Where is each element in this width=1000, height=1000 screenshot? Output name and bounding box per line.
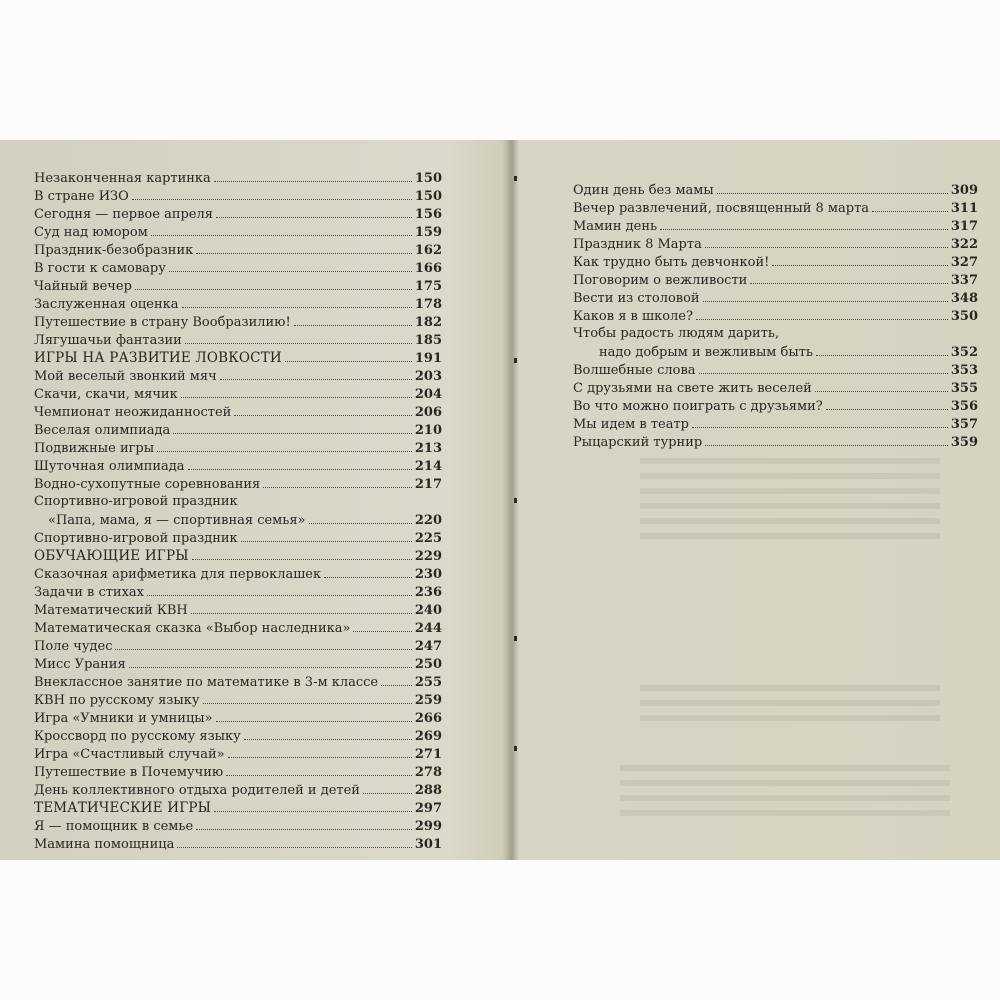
- toc-dot-leader: [815, 380, 948, 392]
- toc-dot-leader: [173, 422, 412, 434]
- toc-page-number: 288: [414, 783, 442, 798]
- toc-entry-title: Внеклассное занятие по математике в 3-м классе: [34, 675, 379, 690]
- toc-dot-leader: [129, 656, 412, 668]
- toc-dot-leader: [244, 728, 412, 740]
- toc-entry: [34, 440, 442, 456]
- toc-entry-title: Мисс Урания: [34, 657, 126, 672]
- toc-section-heading: ИГРЫ НА РАЗВИТИЕ ЛОВКОСТИ: [34, 350, 282, 366]
- toc-entry-row: [34, 350, 442, 366]
- toc-entry-title: С друзьями на свете жить веселей: [573, 381, 812, 396]
- toc-entry: [34, 278, 442, 294]
- toc-page-number: 156: [414, 207, 442, 222]
- toc-page-number: 210: [414, 423, 442, 438]
- toc-entry-row: [573, 362, 978, 378]
- toc-entry-title: Праздник-безобразник: [34, 243, 194, 258]
- toc-dot-leader: [181, 386, 412, 398]
- toc-entry: [34, 530, 442, 546]
- toc-entry-title: Волшебные слова: [573, 363, 696, 378]
- toc-dot-leader: [696, 308, 948, 320]
- toc-entry: [34, 548, 442, 564]
- toc-dot-leader: [182, 296, 412, 308]
- toc-entry-row: [573, 254, 978, 270]
- toc-entry: [34, 224, 442, 240]
- toc-page-number: 178: [414, 297, 442, 312]
- toc-entry: [573, 416, 978, 432]
- toc-entry: [573, 434, 978, 450]
- toc-dot-leader: [263, 476, 412, 488]
- toc-entry-title: Чайный вечер: [34, 279, 132, 294]
- toc-entry: [34, 764, 442, 780]
- toc-dot-leader: [220, 368, 412, 380]
- toc-page-number: 337: [950, 273, 978, 288]
- toc-page-number: 301: [414, 837, 442, 852]
- toc-entry-title: В гости к самовару: [34, 261, 166, 276]
- toc-entry: [34, 638, 442, 654]
- toc-page-number: 317: [950, 219, 978, 234]
- toc-dot-leader: [872, 200, 948, 212]
- toc-entry-row: [34, 260, 442, 276]
- toc-page-number: 355: [950, 381, 978, 396]
- toc-entry-title: Во что можно поиграть с друзьями?: [573, 399, 823, 414]
- toc-dot-leader: [196, 242, 412, 254]
- toc-page-number: 213: [414, 441, 442, 456]
- toc-entry-row: [34, 728, 442, 744]
- toc-entry-row: [34, 566, 442, 582]
- toc-page-number: 247: [414, 639, 442, 654]
- toc-entry-title: Спортивно-игровой праздник: [34, 531, 238, 546]
- toc-entry-row: [34, 332, 442, 348]
- toc-entry: [573, 290, 978, 306]
- toc-entry-row: [34, 170, 442, 186]
- toc-entry: [34, 674, 442, 690]
- toc-entry-title: Чемпионат неожиданностей: [34, 405, 232, 420]
- toc-entry-row: [34, 368, 442, 384]
- toc-entry: [34, 404, 442, 420]
- toc-entry-title: Один день без мамы: [573, 183, 714, 198]
- toc-entry-title: Математическая сказка «Выбор наследника»: [34, 621, 351, 636]
- toc-entry: [34, 584, 442, 600]
- toc-page-number: 266: [414, 711, 442, 726]
- toc-entry-row: [34, 314, 442, 330]
- toc-entry: [34, 170, 442, 186]
- toc-page-number: 240: [414, 603, 442, 618]
- toc-entry: [34, 476, 442, 492]
- toc-dot-leader: [324, 566, 412, 578]
- toc-entry-title: Рыцарский турнир: [573, 435, 703, 450]
- toc-entry-row: [34, 296, 442, 312]
- toc-entry: [34, 494, 442, 528]
- toc-entry-title: Водно-сухопутные соревнования: [34, 477, 261, 492]
- toc-entry-row: [34, 512, 442, 528]
- toc-entry-title: Шуточная олимпиада: [34, 459, 185, 474]
- toc-entry: [573, 182, 978, 198]
- toc-dot-leader: [285, 350, 412, 362]
- toc-entry-title: Поле чудес: [34, 639, 113, 654]
- toc-page-number: 150: [414, 171, 442, 186]
- toc-entry-row: [34, 656, 442, 672]
- toc-entry-row: [34, 800, 442, 816]
- toc-entry: [34, 602, 442, 618]
- toc-entry-row: [573, 200, 978, 216]
- toc-entry: [34, 206, 442, 222]
- toc-entry-title: Заслуженная оценка: [34, 297, 179, 312]
- toc-entry: [573, 254, 978, 270]
- toc-page-number: 352: [950, 345, 978, 360]
- toc-entry-title: Поговорим о вежливости: [573, 273, 748, 288]
- toc-entry-title: Праздник 8 Марта: [573, 237, 702, 252]
- toc-page-number: 356: [950, 399, 978, 414]
- toc-dot-leader: [234, 404, 412, 416]
- toc-page-number: 175: [414, 279, 442, 294]
- toc-dot-leader: [147, 584, 412, 596]
- toc-dot-leader: [135, 278, 412, 290]
- toc-page-number: 206: [414, 405, 442, 420]
- toc-entry-row: [34, 440, 442, 456]
- toc-page-number: 204: [414, 387, 442, 402]
- toc-dot-leader: [191, 602, 412, 614]
- toc-dot-leader: [214, 170, 412, 182]
- toc-entry-title: Сказочная арифметика для первоклашек: [34, 567, 322, 582]
- toc-dot-leader: [177, 836, 412, 848]
- toc-entry: [34, 314, 442, 330]
- toc-page-number: 255: [414, 675, 442, 690]
- toc-page-number: 166: [414, 261, 442, 276]
- toc-dot-leader: [188, 458, 412, 470]
- toc-entry-row: [34, 530, 442, 546]
- toc-page-number: 271: [414, 747, 442, 762]
- toc-dot-leader: [132, 188, 412, 200]
- toc-entry-title: Незаконченная картинка: [34, 171, 211, 186]
- toc-entry-title: Мамина помощница: [34, 837, 175, 852]
- toc-entry-title: День коллективного отдыха родителей и детей: [34, 783, 360, 798]
- toc-entry: [34, 818, 442, 834]
- toc-entry: [34, 800, 442, 816]
- toc-dot-leader: [294, 314, 412, 326]
- toc-entry: [34, 188, 442, 204]
- toc-entry-row: [573, 434, 978, 450]
- toc-entry-row: [34, 188, 442, 204]
- toc-page-number: 230: [414, 567, 442, 582]
- toc-dot-leader: [169, 260, 412, 272]
- toc-dot-leader: [363, 782, 412, 794]
- toc-entry: [34, 260, 442, 276]
- toc-dot-leader: [309, 512, 412, 524]
- toc-entry: [34, 296, 442, 312]
- toc-entry-title: Математический КВН: [34, 603, 188, 618]
- toc-entry-title: Кроссворд по русскому языку: [34, 729, 241, 744]
- toc-entry-title: Как трудно быть девчонкой!: [573, 255, 770, 270]
- book-spread: [0, 140, 1000, 860]
- toc-entry-title: Лягушачьи фантазии: [34, 333, 182, 348]
- toc-entry: [34, 710, 442, 726]
- toc-entry: [34, 566, 442, 582]
- toc-dot-leader: [214, 800, 412, 812]
- toc-page-number: 359: [950, 435, 978, 450]
- toc-entry-title: Игра «Умники и умницы»: [34, 711, 213, 726]
- toc-entry: [573, 308, 978, 324]
- toc-entry-row: [34, 782, 442, 798]
- toc-entry-row: [34, 764, 442, 780]
- toc-entry-row: [573, 308, 978, 324]
- toc-entry-title-continued: надо добрым и вежливым быть: [599, 345, 813, 360]
- toc-dot-leader: [692, 416, 948, 428]
- toc-entry-title: КВН по русскому языку: [34, 693, 200, 708]
- toc-entry: [34, 386, 442, 402]
- toc-entry: [573, 218, 978, 234]
- toc-entry: [34, 458, 442, 474]
- toc-entry: [34, 782, 442, 798]
- toc-entry-title: Спортивно-игровой праздник: [34, 494, 238, 509]
- toc-dot-leader: [353, 620, 411, 632]
- toc-page-number: 353: [950, 363, 978, 378]
- toc-dot-leader: [157, 440, 412, 452]
- toc-page-number: 259: [414, 693, 442, 708]
- toc-entry-row: [34, 404, 442, 420]
- toc-entry-row: [34, 242, 442, 258]
- toc-page-number: 182: [414, 315, 442, 330]
- toc-dot-leader: [216, 206, 412, 218]
- bleed-through-block: [640, 458, 940, 548]
- toc-page-number: 269: [414, 729, 442, 744]
- toc-dot-leader: [241, 530, 412, 542]
- toc-entry-title: Чтобы радость людям дарить,: [573, 326, 780, 341]
- toc-entry-title: Суд над юмором: [34, 225, 148, 240]
- toc-entry: [34, 746, 442, 762]
- toc-dot-leader: [185, 332, 412, 344]
- toc-page-number: 299: [414, 819, 442, 834]
- toc-entry-row: [34, 584, 442, 600]
- toc-page-number: 236: [414, 585, 442, 600]
- toc-entry-row: [573, 236, 978, 252]
- toc-entry-row: [573, 380, 978, 396]
- toc-page-number: 327: [950, 255, 978, 270]
- toc-entry: [34, 350, 442, 366]
- toc-entry-row: [34, 674, 442, 690]
- toc-dot-leader: [228, 746, 412, 758]
- toc-entry-title-continued: «Папа, мама, я — спортивная семья»: [48, 513, 306, 528]
- toc-entry-row: [34, 818, 442, 834]
- toc-entry: [573, 272, 978, 288]
- toc-dot-leader: [826, 398, 948, 410]
- bleed-through-block: [640, 685, 940, 725]
- toc-entry: [34, 656, 442, 672]
- toc-dot-leader: [816, 344, 948, 356]
- toc-entry: [34, 692, 442, 708]
- toc-entry-row: [573, 398, 978, 414]
- toc-entry-row: [34, 638, 442, 654]
- binding-stitch: [514, 746, 517, 751]
- toc-page-number: 150: [414, 189, 442, 204]
- toc-entry-title: Задачи в стихах: [34, 585, 144, 600]
- binding-stitch: [514, 358, 517, 363]
- toc-entry-row: [34, 692, 442, 708]
- toc-page-number: 185: [414, 333, 442, 348]
- toc-page-number: 229: [414, 549, 442, 564]
- toc-entry-row: [573, 344, 978, 360]
- toc-entry: [34, 422, 442, 438]
- toc-page-number: 220: [414, 513, 442, 528]
- toc-entry-row: [34, 278, 442, 294]
- toc-dot-leader: [203, 692, 412, 704]
- toc-dot-leader: [717, 182, 948, 194]
- toc-page-number: 214: [414, 459, 442, 474]
- toc-page-number: 244: [414, 621, 442, 636]
- toc-entry-title: Вечер развлечений, посвященный 8 марта: [573, 201, 870, 216]
- toc-entry-row: [34, 746, 442, 762]
- toc-entry: [573, 326, 978, 360]
- toc-dot-leader: [660, 218, 948, 230]
- toc-entry-title: Сегодня — первое апреля: [34, 207, 213, 222]
- toc-page-number: 250: [414, 657, 442, 672]
- toc-page-number: 162: [414, 243, 442, 258]
- toc-dot-leader: [705, 434, 948, 446]
- binding-stitch: [514, 176, 517, 181]
- toc-page-number: 191: [414, 351, 442, 366]
- toc-entry: [34, 836, 442, 852]
- toc-entry-row: [573, 272, 978, 288]
- toc-entry-row: [34, 386, 442, 402]
- toc-entry-row: [34, 602, 442, 618]
- toc-page-number: 225: [414, 531, 442, 546]
- toc-section-heading: ТЕМАТИЧЕСКИЕ ИГРЫ: [34, 800, 212, 816]
- toc-entry-row: [573, 182, 978, 198]
- toc-page-number: 217: [414, 477, 442, 492]
- toc-entry-row: [573, 290, 978, 306]
- toc-entry: [573, 362, 978, 378]
- toc-entry-title: Каков я в школе?: [573, 309, 693, 324]
- toc-dot-leader: [216, 710, 412, 722]
- toc-entry-row: [34, 476, 442, 492]
- toc-entry-title: Вести из столовой: [573, 291, 700, 306]
- toc-entry: [573, 200, 978, 216]
- toc-dot-leader: [226, 764, 412, 776]
- toc-entry-title: Подвижные игры: [34, 441, 155, 456]
- toc-page-number: 297: [414, 801, 442, 816]
- toc-entry-row: [34, 206, 442, 222]
- toc-entry-title: Скачи, скачи, мячик: [34, 387, 178, 402]
- toc-entry-title: Мой веселый звонкий мяч: [34, 369, 217, 384]
- toc-entry: [34, 242, 442, 258]
- toc-entry-title: Игра «Счастливый случай»: [34, 747, 225, 762]
- toc-entry: [573, 380, 978, 396]
- toc-entry-row: [34, 458, 442, 474]
- toc-dot-leader: [381, 674, 412, 686]
- toc-page-number: 357: [950, 417, 978, 432]
- toc-page-number: 203: [414, 369, 442, 384]
- toc-dot-leader: [750, 272, 948, 284]
- toc-entry-title: Мы идем в театр: [573, 417, 689, 432]
- toc-entry-row: [34, 620, 442, 636]
- toc-dot-leader: [196, 818, 412, 830]
- toc-page-number: 311: [950, 201, 978, 216]
- toc-entry-row: [573, 218, 978, 234]
- toc-page-number: 278: [414, 765, 442, 780]
- toc-entry-title: Путешествие в Почемучию: [34, 765, 224, 780]
- binding-stitch: [514, 498, 517, 503]
- toc-entry: [34, 332, 442, 348]
- toc-entry: [573, 236, 978, 252]
- toc-entry-title: Я — помощник в семье: [34, 819, 194, 834]
- toc-entry: [34, 728, 442, 744]
- binding-stitch: [514, 636, 517, 641]
- toc-dot-leader: [151, 224, 412, 236]
- toc-dot-leader: [705, 236, 948, 248]
- toc-entry: [34, 368, 442, 384]
- toc-entry-row: [34, 710, 442, 726]
- toc-dot-leader: [192, 548, 412, 560]
- bleed-through-block: [620, 765, 950, 825]
- toc-page-number: 350: [950, 309, 978, 324]
- toc-entry-row: [34, 836, 442, 852]
- toc-entry: [34, 620, 442, 636]
- toc-dot-leader: [772, 254, 947, 266]
- toc-entry-row: [34, 422, 442, 438]
- toc-dot-leader: [699, 362, 948, 374]
- toc-entry: [573, 398, 978, 414]
- toc-page-number: 348: [950, 291, 978, 306]
- toc-page-number: 309: [950, 183, 978, 198]
- toc-entry-title: Мамин день: [573, 219, 658, 234]
- toc-entry-title: Веселая олимпиада: [34, 423, 171, 438]
- toc-dot-leader: [703, 290, 948, 302]
- toc-entry-title: В стране ИЗО: [34, 189, 129, 204]
- toc-entry-title: Путешествие в страну Вообразилию!: [34, 315, 291, 330]
- toc-dot-leader: [115, 638, 411, 650]
- toc-section-heading: ОБУЧАЮЩИЕ ИГРЫ: [34, 548, 189, 564]
- toc-page-number: 322: [950, 237, 978, 252]
- toc-entry-row: [34, 224, 442, 240]
- toc-page-number: 159: [414, 225, 442, 240]
- toc-entry-row: [573, 416, 978, 432]
- toc-entry-row: [34, 548, 442, 564]
